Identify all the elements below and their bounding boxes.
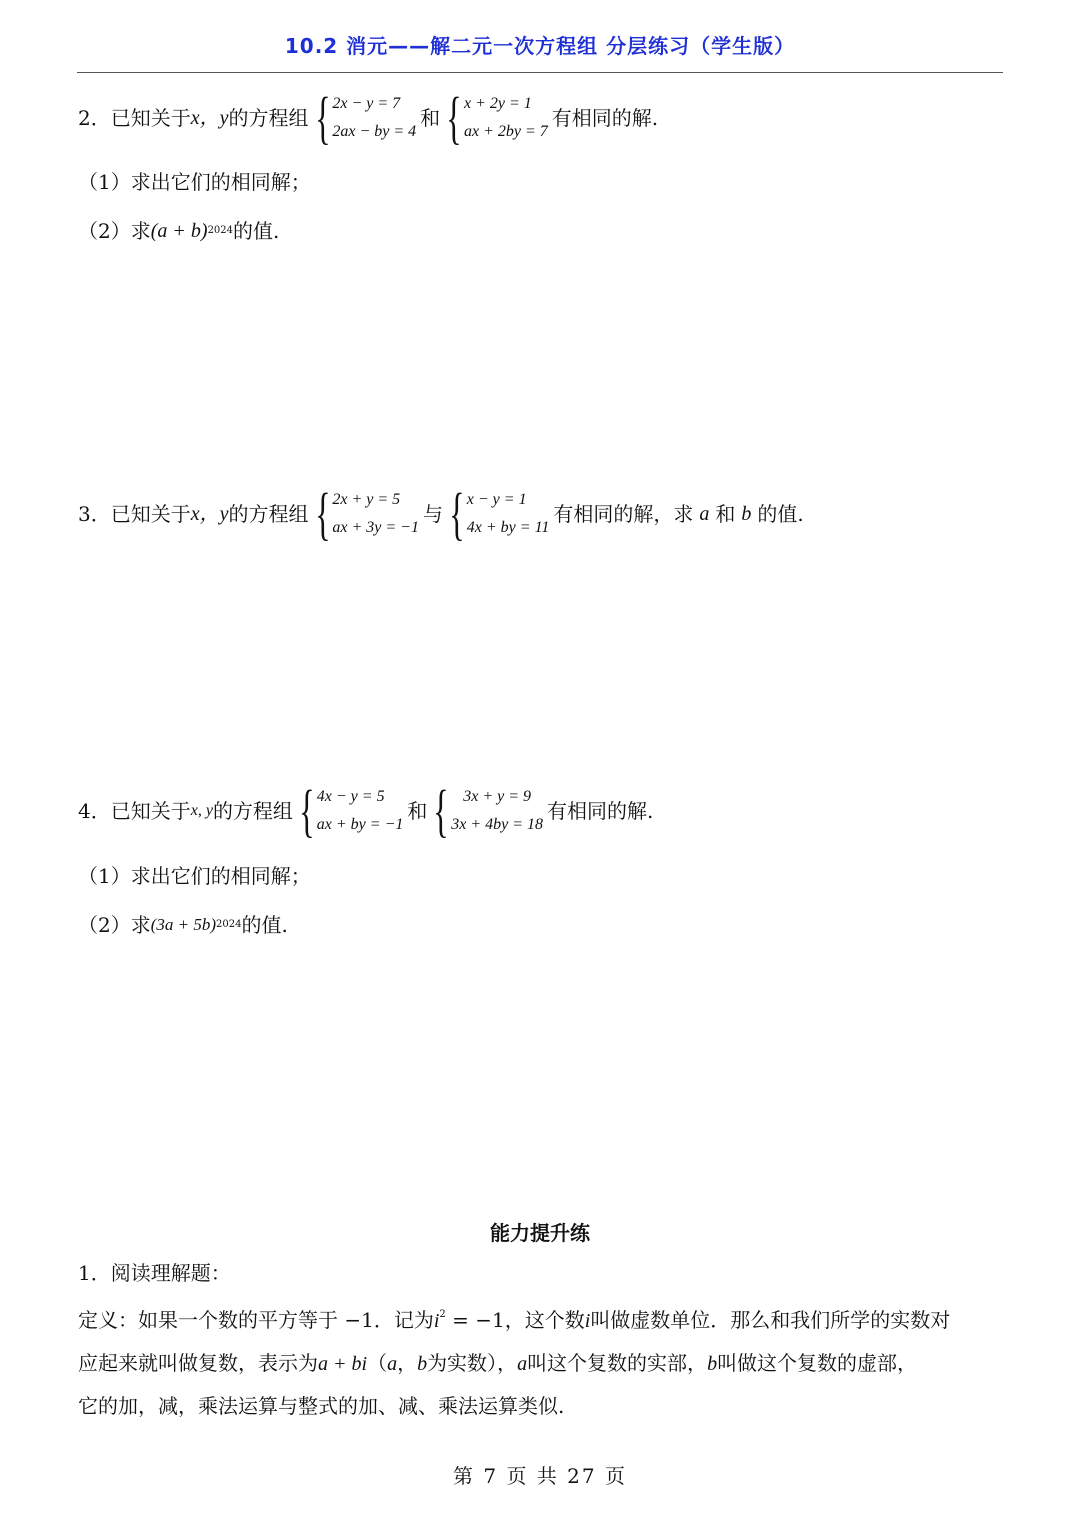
- equation: ax + 3y = −1: [332, 519, 419, 536]
- problem-3-suffix-2: 的值.: [757, 502, 804, 526]
- problem-4-stem: [78, 778, 654, 843]
- text-segment: 叫做这个复数的虚部，: [717, 1351, 918, 1375]
- left-brace: {: [314, 85, 331, 150]
- text-segment: 应起来就叫做复数，表示为: [78, 1351, 318, 1375]
- problem-3-system-1: [313, 481, 419, 546]
- problem-2-connector: 和: [420, 106, 441, 130]
- equation: 2ax − by = 4: [332, 123, 417, 140]
- text-segment: = −1，这个数: [445, 1308, 585, 1332]
- left-brace: {: [446, 85, 462, 150]
- equation: 3x + 4by = 18: [451, 816, 544, 833]
- problem-2-stem: [78, 85, 659, 150]
- text-segment: 叫做虚数单位．那么和我们所学的实数对: [590, 1308, 951, 1332]
- math-i: i: [584, 1310, 591, 1332]
- problem-4-question-1: （1）求出它们的相同解；: [78, 864, 311, 888]
- page-footer: 第 7 页 共 27 页: [453, 1464, 627, 1488]
- variable-a: a: [387, 1353, 398, 1375]
- equation: 4x − y = 5: [316, 788, 385, 805]
- problem-3-stem: [78, 481, 804, 546]
- variable-b: b: [417, 1353, 428, 1375]
- question-expression: (3a + 5b): [150, 915, 217, 934]
- problem-4-suffix: 有相同的解.: [547, 799, 654, 823]
- question-suffix: 的值.: [233, 219, 280, 243]
- problem-2-question-1: （1）求出它们的相同解；: [78, 170, 311, 194]
- section-title: 能力提升练: [490, 1221, 590, 1245]
- equation: 4x + by = 11: [466, 519, 550, 536]
- left-brace: {: [314, 481, 331, 546]
- left-brace: {: [299, 778, 315, 843]
- variable-a: a: [699, 503, 710, 525]
- problem-2-suffix: 有相同的解.: [551, 106, 659, 130]
- problem-2-system-2: [444, 85, 548, 150]
- left-brace: {: [433, 778, 449, 843]
- problem-4-question-2: [78, 911, 288, 939]
- problem-2-system-1: [313, 85, 417, 150]
- problem-2-vars: x，y: [190, 107, 229, 129]
- equation: ax + by = −1: [316, 816, 404, 833]
- text-segment: 定义：如果一个数的平方等于 −1．记为: [78, 1308, 434, 1332]
- variable-a: a: [517, 1353, 528, 1375]
- math-expression: a + bi: [318, 1353, 368, 1375]
- header-divider: [77, 72, 1003, 73]
- problem-3-mid: 的方程组: [228, 502, 309, 526]
- problem-2-question-2: [78, 217, 279, 245]
- variable-b: b: [707, 1353, 718, 1375]
- exponent: 2024: [216, 919, 242, 930]
- equation: x + 2y = 1: [463, 95, 532, 112]
- reading-paragraph: [78, 1294, 1006, 1427]
- text-segment: ，: [397, 1351, 418, 1375]
- variable-b: b: [741, 503, 752, 525]
- question-expression: (a + b): [150, 220, 208, 242]
- reading-line-1: [78, 1294, 1006, 1342]
- equation: ax + 2by = 7: [463, 123, 548, 140]
- problem-3-prefix: 3．已知关于: [78, 502, 191, 526]
- problem-4-vars: x, y: [190, 802, 213, 819]
- problem-4-system-1: [297, 778, 404, 843]
- question-prefix: （2）求: [78, 913, 151, 937]
- problem-3-vars: x，y: [190, 503, 229, 525]
- problem-3-connector: 与: [422, 502, 443, 526]
- text-segment: 为实数），: [427, 1351, 518, 1375]
- problem-2-prefix: 2．已知关于: [78, 106, 191, 130]
- problem-3-system-2: [447, 481, 550, 546]
- problem-4-system-2: [431, 778, 544, 843]
- exponent: 2: [439, 1309, 446, 1320]
- problem-2-mid: 的方程组: [228, 106, 309, 130]
- reading-line-3: 它的加，减，乘法运算与整式的加、减、乘法运算类似.: [78, 1394, 565, 1418]
- exponent: 2024: [207, 225, 234, 236]
- problem-4-connector: 和: [407, 799, 428, 823]
- question-suffix: 的值.: [241, 913, 288, 937]
- text-segment: 叫这个复数的实部，: [527, 1351, 708, 1375]
- equation: 3x + y = 9: [463, 788, 532, 805]
- page-header-title: 10.2 消元——解二元一次方程组 分层练习（学生版）: [284, 34, 796, 58]
- problem-4-prefix: 4．已知关于: [78, 799, 191, 823]
- equation: 2x − y = 7: [332, 95, 401, 112]
- text-segment: （: [367, 1351, 388, 1375]
- equation: 2x + y = 5: [332, 491, 401, 508]
- problem-3-suffix-1: 有相同的解，求: [553, 502, 694, 526]
- left-brace: {: [449, 481, 465, 546]
- equation: x − y = 1: [466, 491, 527, 508]
- question-prefix: （2）求: [78, 219, 151, 243]
- problem-4-mid: 的方程组: [212, 799, 293, 823]
- reading-line-2: [78, 1342, 1006, 1385]
- problem-3-and: 和: [715, 502, 736, 526]
- math-i: i: [433, 1310, 440, 1332]
- reading-item-title: 1．阅读理解题：: [78, 1261, 231, 1285]
